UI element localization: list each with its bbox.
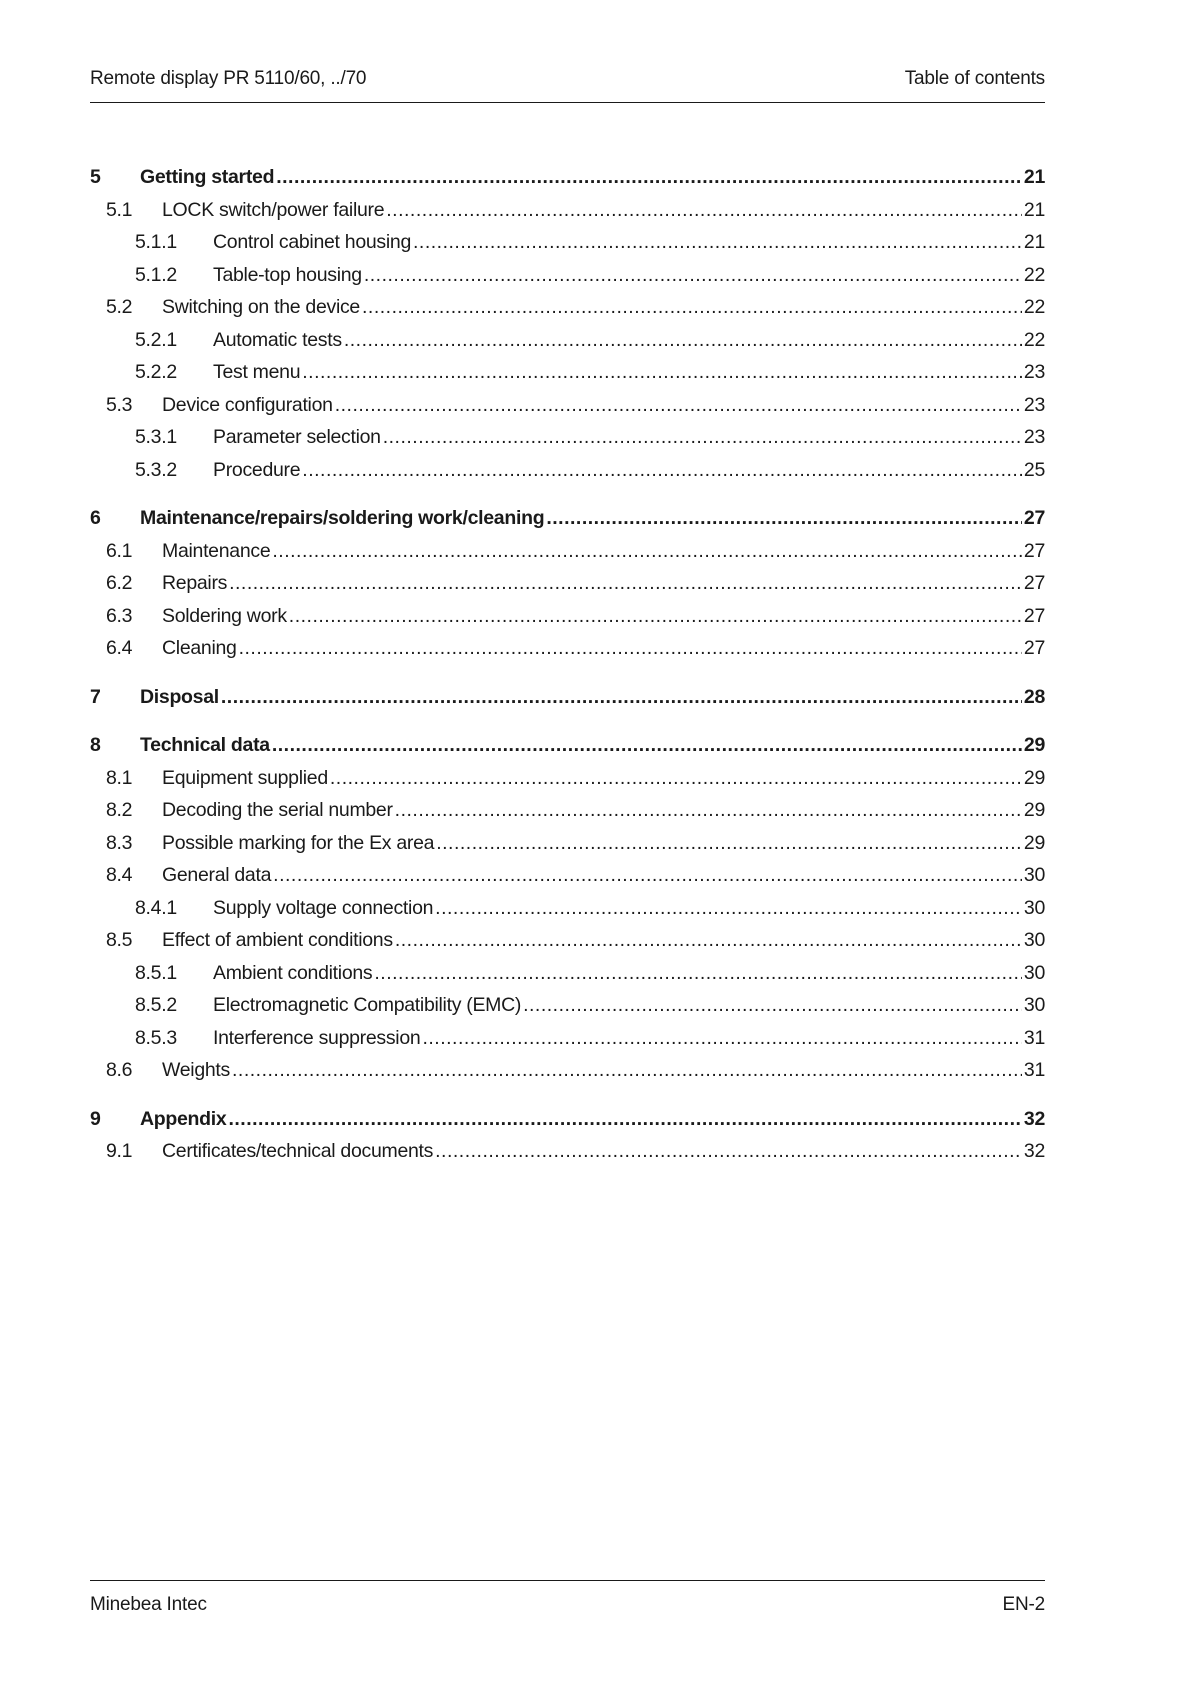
toc-entry-page: 22 [1023, 296, 1045, 318]
toc-dot-leader [272, 540, 1022, 563]
toc-dot-leader [435, 897, 1022, 920]
toc-entry[interactable] [90, 459, 1045, 492]
toc-entry[interactable] [90, 329, 1045, 362]
toc-entry-number: 8.5.3 [135, 1026, 177, 1049]
toc-entry-page: 28 [1023, 685, 1045, 708]
toc-entry-title: Supply voltage connection [213, 896, 434, 919]
toc-entry[interactable] [90, 507, 1045, 540]
toc-dot-leader [546, 507, 1022, 530]
toc-dot-leader [523, 994, 1022, 1017]
toc-entry[interactable] [90, 686, 1045, 719]
toc-entry-page: 30 [1023, 864, 1045, 886]
toc-entry[interactable] [90, 361, 1045, 394]
toc-entry-title: Soldering work [162, 604, 287, 627]
toc-entry-page: 29 [1023, 831, 1045, 854]
toc-dot-leader [229, 572, 1022, 595]
toc-dot-leader [383, 426, 1022, 449]
toc-dot-leader [289, 605, 1022, 628]
toc-entry-number: 6 [90, 507, 101, 529]
toc-entry-number: 5.2.2 [135, 361, 177, 383]
toc-entry-title: Device configuration [162, 393, 333, 416]
toc-entry-number: 8.5.1 [135, 961, 177, 984]
toc-entry-title: Disposal [140, 685, 219, 708]
toc-entry-page: 21 [1023, 198, 1045, 221]
toc-entry[interactable] [90, 540, 1045, 573]
toc-entry-number: 6.3 [106, 604, 133, 627]
toc-entry-number: 6.4 [106, 637, 133, 659]
toc-entry[interactable] [90, 264, 1045, 297]
toc-dot-leader [395, 929, 1022, 952]
footer-company: Minebea Intec [90, 1594, 207, 1615]
toc-entry-number: 7 [90, 685, 101, 708]
toc-entry-number: 8.1 [106, 766, 133, 789]
toc-entry-number: 9 [90, 1107, 101, 1130]
toc-dot-leader [302, 459, 1022, 482]
toc-entry[interactable] [90, 832, 1045, 865]
toc-entry-title: Automatic tests [213, 328, 342, 351]
toc-entry[interactable] [90, 897, 1045, 930]
toc-entry-number: 5.1.2 [135, 263, 177, 286]
toc-entry-page: 22 [1023, 263, 1045, 286]
footer-page-number: EN-2 [1002, 1594, 1045, 1615]
toc-entry-page: 27 [1023, 572, 1045, 594]
toc-entry-page: 31 [1023, 1059, 1045, 1081]
toc-entry[interactable] [90, 394, 1045, 427]
table-of-contents [90, 166, 1045, 1173]
toc-entry-page: 21 [1023, 231, 1045, 253]
toc-entry-title: Switching on the device [162, 296, 360, 318]
page-footer [90, 1580, 1045, 1616]
toc-entry-title: Getting started [140, 166, 275, 188]
toc-entry-title: Technical data [140, 734, 270, 756]
toc-entry[interactable] [90, 231, 1045, 264]
toc-entry[interactable] [90, 734, 1045, 767]
toc-dot-leader [330, 767, 1022, 790]
toc-entry-title: Interference suppression [213, 1026, 421, 1049]
toc-entry-page: 21 [1023, 166, 1045, 188]
toc-entry-page: 23 [1023, 426, 1045, 448]
toc-dot-leader [272, 734, 1022, 757]
toc-dot-leader [395, 799, 1022, 822]
toc-entry[interactable] [90, 199, 1045, 232]
toc-entry-number: 6.2 [106, 572, 133, 594]
toc-dot-leader [239, 637, 1022, 660]
toc-entry[interactable] [90, 572, 1045, 605]
toc-entry[interactable] [90, 637, 1045, 670]
toc-entry-title: Decoding the serial number [162, 799, 393, 821]
toc-entry-title: Effect of ambient conditions [162, 929, 393, 951]
toc-dot-leader [413, 231, 1022, 254]
toc-entry-title: Maintenance [162, 539, 271, 562]
toc-entry-title: Maintenance/repairs/soldering work/cleaning [140, 507, 545, 529]
toc-entry-number: 8.4 [106, 864, 133, 886]
toc-entry-page: 29 [1023, 734, 1045, 756]
toc-entry-number: 5.1 [106, 198, 133, 221]
toc-entry-title: Repairs [162, 572, 228, 594]
toc-entry-page: 23 [1023, 393, 1045, 416]
toc-entry-number: 6.1 [106, 539, 133, 562]
toc-entry-title: General data [162, 864, 272, 886]
toc-dot-leader [335, 394, 1022, 417]
toc-entry-title: Procedure [213, 458, 301, 481]
toc-entry-title: Test menu [213, 361, 301, 383]
toc-entry-page: 31 [1023, 1026, 1045, 1049]
toc-entry-page: 27 [1023, 507, 1045, 529]
toc-entry-page: 22 [1023, 328, 1045, 351]
toc-entry-page: 32 [1023, 1107, 1045, 1130]
toc-entry-page: 30 [1023, 961, 1045, 984]
toc-entry-page: 23 [1023, 361, 1045, 383]
toc-entry-number: 5.2.1 [135, 328, 177, 351]
toc-entry-number: 8.5.2 [135, 994, 177, 1016]
toc-entry[interactable] [90, 166, 1045, 199]
toc-entry-number: 8.5 [106, 929, 133, 951]
header-section-title: Table of contents [904, 68, 1045, 89]
toc-entry-page: 27 [1023, 637, 1045, 659]
toc-entry-number: 8 [90, 734, 101, 756]
toc-entry[interactable] [90, 994, 1045, 1027]
toc-entry-number: 5.2 [106, 296, 133, 318]
toc-entry-number: 5.1.1 [135, 231, 177, 253]
toc-entry[interactable] [90, 605, 1045, 638]
toc-entry-title: Cleaning [162, 637, 237, 659]
toc-entry-page: 29 [1023, 766, 1045, 789]
toc-dot-leader [436, 832, 1022, 855]
toc-dot-leader [386, 199, 1022, 222]
toc-entry-page: 29 [1023, 799, 1045, 821]
toc-entry[interactable] [90, 767, 1045, 800]
toc-dot-leader [302, 361, 1022, 384]
toc-entry[interactable] [90, 1108, 1045, 1141]
toc-entry-number: 8.3 [106, 831, 133, 854]
toc-entry-page: 27 [1023, 604, 1045, 627]
toc-entry-number: 9.1 [106, 1140, 133, 1162]
header-document-title: Remote display PR 5110/60, ../70 [90, 68, 367, 89]
toc-entry-title: Table-top housing [213, 263, 362, 286]
toc-entry[interactable] [90, 426, 1045, 459]
toc-entry-title: Electromagnetic Compatibility (EMC) [213, 994, 522, 1016]
toc-entry-title: LOCK switch/power failure [162, 198, 385, 221]
toc-entry[interactable] [90, 929, 1045, 962]
toc-entry-number: 5 [90, 166, 101, 188]
toc-dot-leader [422, 1027, 1021, 1050]
toc-dot-leader [435, 1140, 1022, 1163]
toc-entry-page: 30 [1023, 896, 1045, 919]
toc-dot-leader [276, 166, 1022, 189]
toc-entry-page: 25 [1023, 458, 1045, 481]
toc-entry-number: 8.6 [106, 1059, 133, 1081]
toc-entry[interactable] [90, 864, 1045, 897]
toc-entry[interactable] [90, 962, 1045, 995]
toc-entry-title: Certificates/technical documents [162, 1140, 434, 1162]
toc-entry-page: 27 [1023, 539, 1045, 562]
toc-dot-leader [221, 686, 1022, 709]
toc-entry-number: 5.3.2 [135, 458, 177, 481]
toc-dot-leader [273, 864, 1022, 887]
page-header [90, 68, 1045, 103]
toc-dot-leader [364, 264, 1022, 287]
toc-entry[interactable] [90, 799, 1045, 832]
toc-entry[interactable] [90, 1140, 1045, 1173]
toc-entry[interactable] [90, 296, 1045, 329]
toc-entry-title: Ambient conditions [213, 961, 373, 984]
toc-dot-leader [228, 1108, 1021, 1131]
toc-dot-leader [232, 1059, 1022, 1082]
toc-dot-leader [374, 962, 1022, 985]
toc-entry-title: Appendix [140, 1107, 227, 1130]
toc-entry[interactable] [90, 1059, 1045, 1092]
toc-dot-leader [344, 329, 1022, 352]
toc-entry-page: 30 [1023, 994, 1045, 1016]
toc-entry-page: 30 [1023, 929, 1045, 951]
toc-entry-number: 5.3 [106, 393, 133, 416]
toc-entry-title: Parameter selection [213, 426, 381, 448]
toc-entry-title: Equipment supplied [162, 766, 328, 789]
toc-entry-title: Control cabinet housing [213, 231, 411, 253]
toc-entry-title: Possible marking for the Ex area [162, 831, 435, 854]
toc-entry-number: 8.4.1 [135, 896, 177, 919]
toc-entry-number: 5.3.1 [135, 426, 177, 448]
toc-entry[interactable] [90, 1027, 1045, 1060]
toc-entry-title: Weights [162, 1059, 230, 1081]
toc-dot-leader [362, 296, 1022, 319]
toc-entry-number: 8.2 [106, 799, 133, 821]
toc-entry-page: 32 [1023, 1140, 1045, 1162]
